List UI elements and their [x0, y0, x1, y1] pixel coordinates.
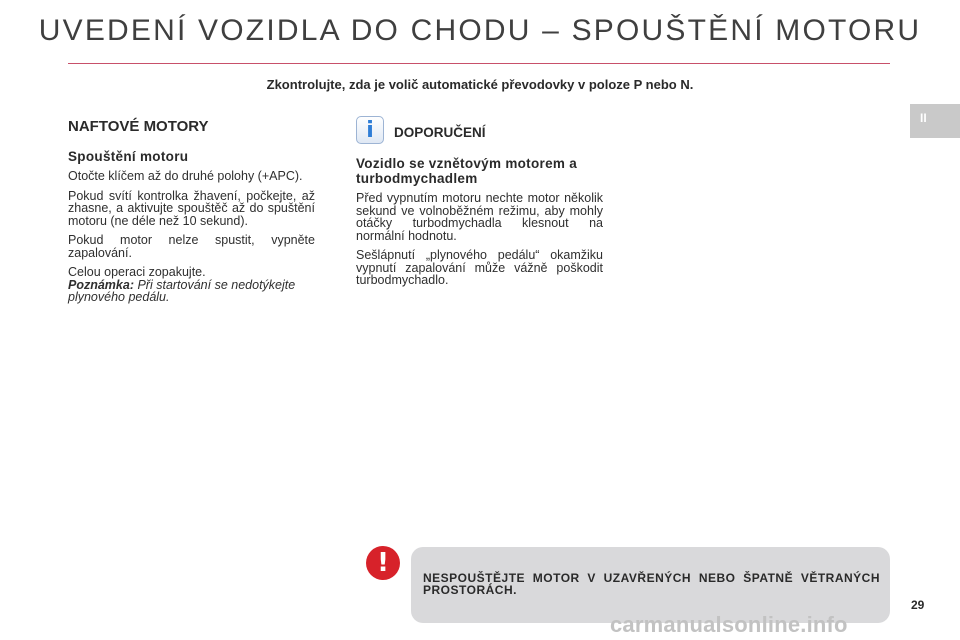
diesel-engines-section — [68, 118, 315, 304]
section-subtitle: Spouštění motoru — [68, 149, 189, 164]
paragraph: Celou operaci zopakujte. — [68, 265, 206, 279]
warning-icon-glyph: ! — [377, 548, 389, 578]
note-label: Poznámka: — [68, 277, 134, 292]
paragraph: Sešlápnutí „plynového pedálu“ okamžiku vypnutí zapalování může vážně poškodit turbodmychadlo. — [356, 248, 603, 287]
paragraph: Otočte klíčem až do druhé polohy (+APC). — [68, 169, 303, 183]
watermark: carmanualsonline.info — [610, 612, 848, 637]
section-title: NAFTOVÉ MOTORY — [68, 118, 209, 135]
paragraph: Před vypnutím motoru nechte motor několik sekund ve volnoběžném režimu, aby mohly otáčky turbodmychadla klesnout na normální hodnotu. — [356, 191, 603, 243]
note-text: Při startování se nedotýkejte plynového pedálu. — [68, 277, 296, 304]
warning-icon — [366, 546, 400, 580]
page-number: 29 — [911, 598, 925, 612]
info-icon — [356, 116, 384, 144]
info-icon-glyph: i — [366, 118, 374, 143]
paragraph: Pokud svítí kontrolka žhavení, počkejte, až zhasne, a aktivujte spouštěč až do spuštění motoru (ne déle než 10 sekund). — [68, 188, 315, 228]
chapter-tab[interactable]: II — [910, 104, 960, 138]
note — [68, 279, 315, 304]
recommendation-subtitle: Vozidlo se vznětovým motorem a turbodmychadlem — [356, 156, 578, 186]
page-subheading: Zkontrolujte, zda je volič automatické převodovky v poloze P nebo N. — [266, 77, 694, 92]
warning-text: NESPOUŠTĚJTE MOTOR V UZAVŘENÝCH NEBO ŠPATNĚ VĚTRANÝCH PROSTORÁCH. — [423, 571, 880, 597]
recommendation-title: DOPORUČENÍ — [394, 125, 486, 140]
paragraph: Pokud motor nelze spustit, vypněte zapalování. — [68, 233, 315, 260]
page-title: UVEDENÍ VOZIDLA DO CHODU – SPOUŠTĚNÍ MOTORU — [38, 14, 922, 47]
title-divider — [68, 63, 890, 64]
recommendation-header — [356, 116, 603, 148]
recommendation-section — [356, 116, 603, 294]
